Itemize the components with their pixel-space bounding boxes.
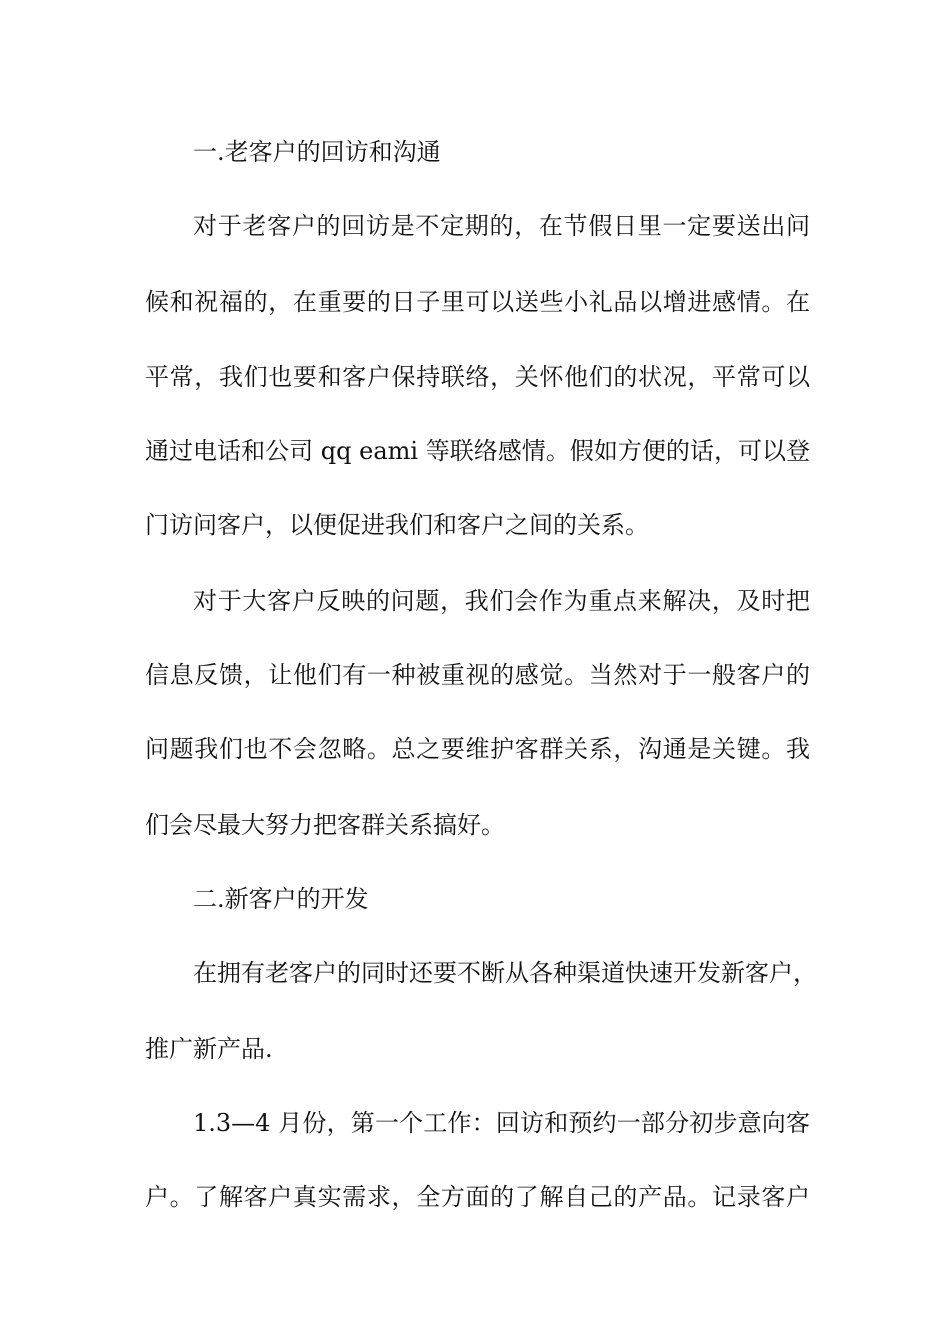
- paragraph-line: 推广新产品.: [145, 1035, 273, 1063]
- section-heading-old-customers: 一.老客户的回访和沟通: [193, 138, 441, 166]
- paragraph-line: 户。了解客户真实需求，全方面的了解自己的产品。记录客户: [145, 1183, 810, 1211]
- paragraph-line: 在拥有老客户的同时还要不断从各种渠道快速开发新客户，: [193, 959, 817, 987]
- section-heading-new-customers: 二.新客户的开发: [193, 885, 369, 913]
- paragraph-line: 对于大客户反映的问题，我们会作为重点来解决，及时把: [193, 587, 810, 615]
- paragraph-line: 通过电话和公司 qq eami 等联络感情。假如方便的话，可以登: [145, 437, 810, 465]
- paragraph-line: 们会尽最大努力把客群关系搞好。: [145, 811, 505, 839]
- paragraph-line: 信息反馈，让他们有一种被重视的感觉。当然对于一般客户的: [145, 661, 810, 689]
- paragraph-line: 问题我们也不会忽略。总之要维护客群关系，沟通是关键。我: [145, 735, 810, 763]
- paragraph-line: 对于老客户的回访是不定期的，在节假日里一定要送出问: [193, 212, 810, 240]
- paragraph-line: 1.3—4 月份，第一个工作：回访和预约一部分初步意向客: [193, 1109, 810, 1137]
- paragraph-line: 平常，我们也要和客户保持联络，关怀他们的状况，平常可以: [145, 363, 810, 391]
- paragraph-line: 门访问客户，以便促进我们和客户之间的关系。: [145, 511, 649, 539]
- paragraph-line: 候和祝福的，在重要的日子里可以送些小礼品以增进感情。在: [145, 288, 810, 316]
